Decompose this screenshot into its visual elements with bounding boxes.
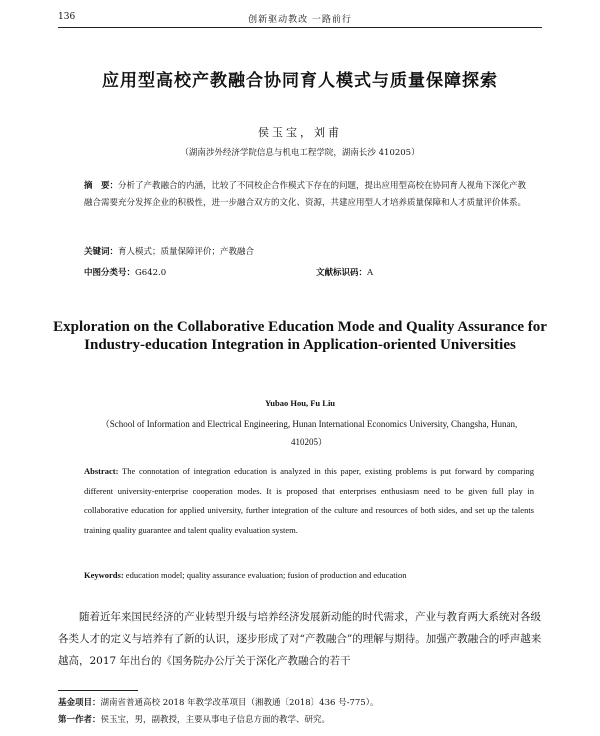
english-affiliation: （School of Information and Electrical Engineering, Hunan International Economics University, Changsha, Hunan, 410205） bbox=[100, 419, 518, 447]
english-authors: Yubao Hou, Fu Liu bbox=[264, 398, 336, 408]
first-author-text: 侯玉宝，男，副教授，主要从事电子信息方面的教学、研究。 bbox=[100, 715, 331, 725]
footnotes bbox=[58, 695, 542, 729]
classification-value: G642.0 bbox=[135, 268, 167, 278]
chinese-keywords-label: 关键词： bbox=[84, 247, 119, 257]
english-keywords-text: education model; quality assurance evaluation; fusion of production and education bbox=[125, 570, 407, 580]
chinese-keywords-text: 育人模式；质量保障评价；产教融合 bbox=[118, 247, 255, 257]
running-header bbox=[58, 10, 542, 28]
chinese-authors: 侯玉宝，刘甫 bbox=[258, 126, 342, 139]
chinese-abstract-text: 分析了产教融合的内涵，比较了不同校企合作模式下存在的问题，提出应用型高校在协同育人视角下深化产教融合需要充分发挥企业的积极性，进一步融合双方的文化、资源，共建应用型人才培养质量保障和人才质量评价体系。 bbox=[84, 181, 527, 208]
english-keywords-label: Keywords: bbox=[84, 570, 124, 580]
english-title: Exploration on the Collaborative Education Mode and Quality Assurance for Industry-education Integration in Application-oriented Universities bbox=[53, 319, 547, 353]
footnote-divider bbox=[58, 690, 138, 691]
chinese-abstract bbox=[84, 178, 534, 212]
body-paragraph: 随着近年来国民经济的产业转型升级与培养经济发展新动能的时代需求，产业与教育两大系统对各级各类人才的定义与培养有了新的认识，逐步形成了对“产教融合”的理解与期待。加强产教融合的呼声越来越高，2017 年出台的《国务院办公厅关于深化产教融合的若干 bbox=[58, 611, 542, 667]
first-author-label: 第一作者： bbox=[58, 715, 101, 725]
classification-label: 中图分类号： bbox=[84, 268, 136, 278]
english-keywords bbox=[84, 570, 534, 580]
fund-label: 基金项目： bbox=[58, 698, 101, 708]
running-title: 创新驱动教改 一路前行 bbox=[248, 15, 352, 25]
chinese-affiliation: （湖南涉外经济学院信息与机电工程学院，湖南长沙 410205） bbox=[180, 148, 420, 158]
chinese-title: 应用型高校产教融合协同育人模式与质量保障探索 bbox=[102, 71, 498, 91]
author-footnote bbox=[58, 712, 542, 729]
english-abstract-text: The connotation of integration education is analyzed in this paper, existing problems is put forward by comparing different university-enterprise cooperation modes. It is proposed that enterprises enthusiasm need to be given full play in collaborative education for applied university, further integration of the culture and resources of both sides, and set up the talents training quality guarantee and talent quality evaluation system. bbox=[84, 466, 534, 535]
fund-text: 湖南省普通高校 2018 年教学改革项目（湘教通〔2018〕436 号-775）。 bbox=[100, 698, 379, 708]
chinese-abstract-label: 摘 要： bbox=[84, 181, 119, 191]
fund-footnote bbox=[58, 695, 542, 712]
chinese-keywords bbox=[84, 245, 534, 257]
english-abstract bbox=[84, 462, 534, 540]
document-code-label: 文献标识码： bbox=[316, 268, 368, 278]
page-number: 136 bbox=[58, 12, 76, 22]
classification-number bbox=[84, 266, 166, 278]
document-code-value: A bbox=[367, 268, 374, 278]
document-code bbox=[316, 266, 373, 278]
english-abstract-label: Abstract: bbox=[84, 466, 119, 476]
